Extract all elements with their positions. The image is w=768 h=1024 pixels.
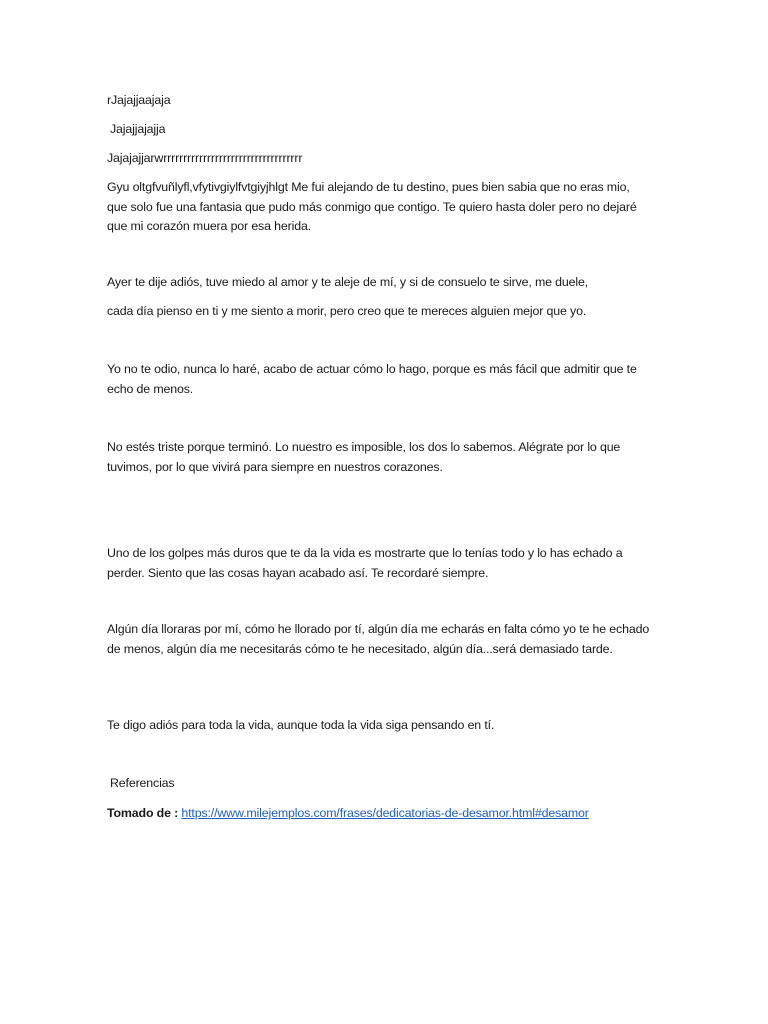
text-line-1: rJajajjaajaja	[107, 93, 171, 107]
text-line-3: Jajajajjarwrrrrrrrrrrrrrrrrrrrrrrrrrrrrrrrrrrr	[107, 151, 303, 165]
paragraph-1: Gyu oltgfvuñlyfl,vfytivgiylfvtgiyjhlgt Me fui alejando de tu destino, pues bien sabia que no eras mio, que solo fue una fantasia que pudo más conmigo que contigo. Te quiero hasta doler pero no dejaré que mi corazón muera por esa herida.	[107, 180, 637, 233]
text-line-2: Jajajjajajja	[110, 122, 166, 136]
source-link[interactable]: https://www.milejemplos.com/frases/dedicatorias-de-desamor.html#desamor	[181, 806, 589, 820]
source-line	[107, 804, 652, 824]
source-label: Tomado de :	[107, 806, 182, 820]
paragraph-6: Uno de los golpes más duros que te da la vida es mostrarte que lo tenías todo y lo has echado a perder. Siento que las cosas hayan acabado así. Te recordaré siempre.	[107, 546, 623, 580]
paragraph-8: Te digo adiós para toda la vida, aunque toda la vida siga pensando en tí.	[107, 718, 495, 732]
references-heading: Referencias	[110, 776, 175, 790]
paragraph-4: Yo no te odio, nunca lo haré, acabo de actuar cómo lo hago, porque es más fácil que admitir que te echo de menos.	[107, 362, 637, 396]
paragraph-2: Ayer te dije adiós, tuve miedo al amor y te aleje de mí, y si de consuelo te sirve, me duele,	[107, 275, 589, 289]
paragraph-3: cada día pienso en ti y me siento a morir, pero creo que te mereces alguien mejor que yo.	[107, 304, 587, 318]
paragraph-5: No estés triste porque terminó. Lo nuestro es imposible, los dos lo sabemos. Alégrate por lo que tuvimos, por lo que vivirá para siempre en nuestros corazones.	[107, 440, 621, 474]
paragraph-7: Algún día lloraras por mí, cómo he llorado por tí, algún día me echarás en falta cómo yo te he echado de menos, algún día me necesitarás cómo te he necesitado, algún día...será demasiado tarde.	[107, 622, 650, 656]
